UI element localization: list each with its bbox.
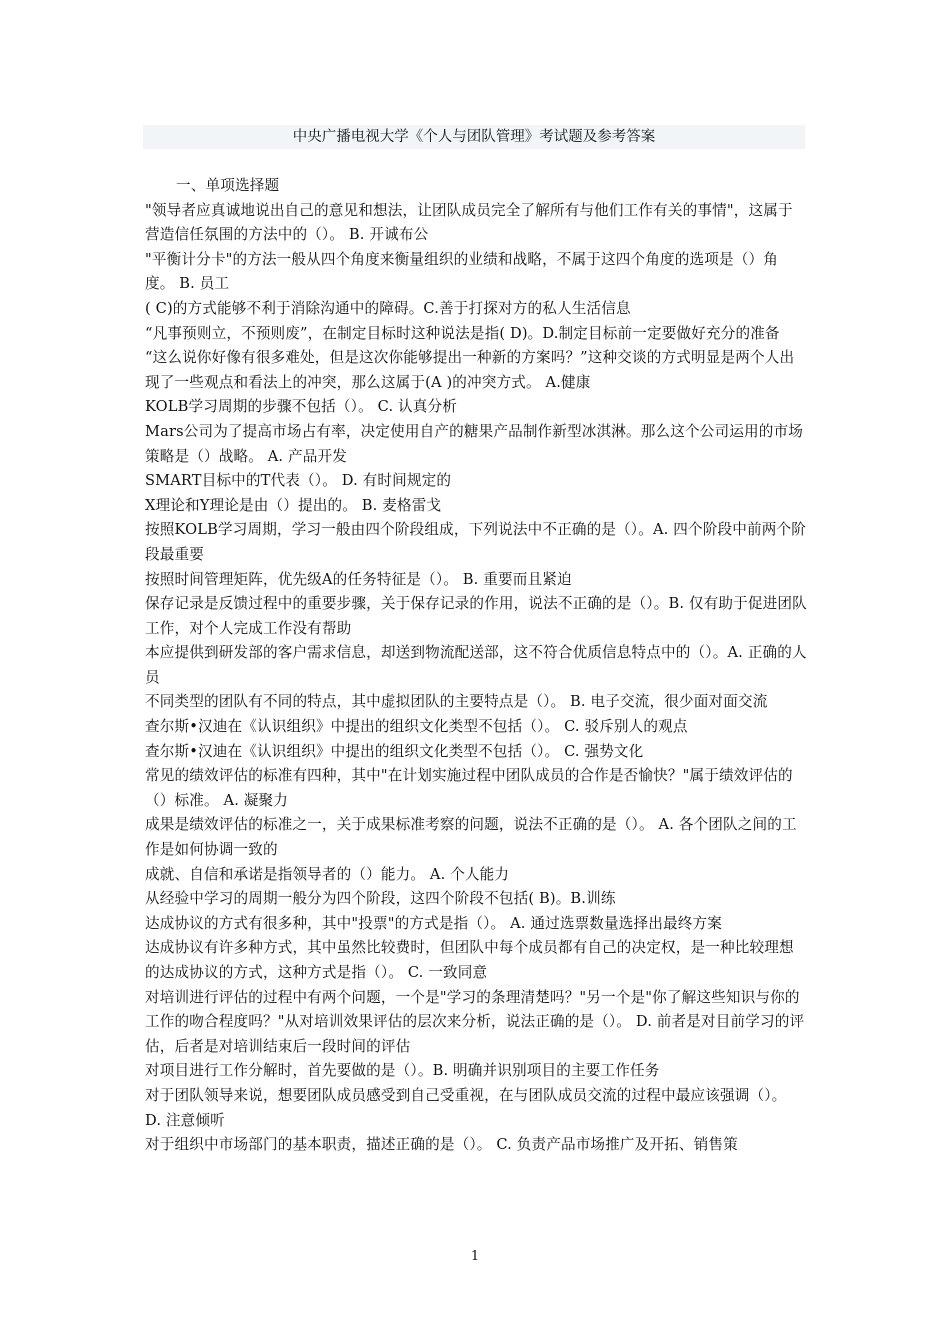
question-paragraph: 查尔斯•汉迪在《认识组织》中提出的组织文化类型不包括（）。 C. 强势文化 <box>145 742 644 760</box>
document-title: 中央广播电视大学《个人与团队管理》考试题及参考答案 <box>292 129 656 145</box>
question-paragraph: “这么说你好像有很多难处，但是这次你能够提出一种新的方案吗？”这种交谈的方式明显是两个人出现了一些观点和看法上的冲突，那么这属于(A )的冲突方式。 A.健康 <box>145 349 795 391</box>
question-paragraph: 成就、自信和承诺是指领导者的（）能力。 A. 个人能力 <box>145 865 510 883</box>
question-paragraph: Mars公司为了提高市场占有率，决定使用自产的糖果产品制作新型冰淇淋。那么这个公司运用的市场策略是（）战略。 A. 产品开发 <box>145 422 803 465</box>
question-paragraph: "平衡计分卡"的方法一般从四个角度来衡量组织的业绩和战略，不属于这四个角度的选项是（）角度。 B. 员工 <box>145 250 778 293</box>
question-paragraph: 保存记录是反馈过程中的重要步骤，关于保存记录的作用，说法不正确的是（）。B. 仅有助于促进团队工作，对个人完成工作没有帮助 <box>145 595 807 637</box>
question-paragraph: X理论和Y理论是由（）提出的。 B. 麦格雷戈 <box>145 496 442 514</box>
question-paragraph: 查尔斯•汉迪在《认识组织》中提出的组织文化类型不包括（）。 C. 驳斥别人的观点 <box>145 718 688 736</box>
question-paragraph: 对于组织中市场部门的基本职责，描述正确的是（）。 C. 负责产品市场推广及开拓、销售策 <box>145 1136 738 1154</box>
question-paragraph: 常见的绩效评估的标准有四种，其中"在计划实施过程中团队成员的合作是否愉快？"属于绩效评估的（）标准。 A. 凝聚力 <box>145 767 793 809</box>
document-body <box>145 174 807 1158</box>
question-paragraph: SMART目标中的T代表（）。 D. 有时间规定的 <box>145 472 452 490</box>
question-paragraph: KOLB学习周期的步骤不包括（）。 C. 认真分析 <box>145 398 457 416</box>
question-paragraph: 达成协议的方式有很多种，其中"投票"的方式是指（）。 A. 通过选票数量选择出最终方案 <box>145 914 723 932</box>
page-number: 1 <box>470 1249 480 1264</box>
question-paragraph: 从经验中学习的周期一般分为四个阶段，这四个阶段不包括( B)。B.训练 <box>145 890 616 908</box>
question-paragraph: 对项目进行工作分解时，首先要做的是（）。B. 明确并识别项目的主要工作任务 <box>145 1062 660 1080</box>
question-paragraph: 对于团队领导来说，想要团队成员感受到自己受重视，在与团队成员交流的过程中最应该强调（）。 D. 注意倾听 <box>145 1086 787 1129</box>
question-paragraph: 不同类型的团队有不同的特点，其中虚拟团队的主要特点是（）。 B. 电子交流，很少面对面交流 <box>145 693 768 711</box>
question-paragraph: 按照时间管理矩阵，优先级A的任务特征是（）。 B. 重要而且紧迫 <box>145 570 572 588</box>
question-paragraph: 达成协议有许多种方式，其中虽然比较费时，但团队中每个成员都有自己的决定权，是一种比较理想的达成协议的方式，这种方式是指（）。 C. 一致同意 <box>145 939 794 981</box>
question-paragraph: ( C)的方式能够不利于消除沟通中的障碍。C.善于打探对方的私人生活信息 <box>145 299 631 317</box>
question-paragraph: 对培训进行评估的过程中有两个问题，一个是"学习的条理清楚吗？"另一个是"你了解这些知识与你的工作的吻合程度吗？"从对培训效果评估的层次来分析，说法正确的是（）。 D. 前者是对目前学习的评估，后者是对培训结束后一段时间的评估 <box>145 988 805 1055</box>
question-paragraph: 本应提供到研发部的客户需求信息，却送到物流配送部，这不符合优质信息特点中的（）。A. 正确的人员 <box>145 644 807 686</box>
question-paragraph: 成果是绩效评估的标准之一，关于成果标准考察的问题，说法不正确的是（）。 A. 各个团队之间的工作是如何协调一致的 <box>145 816 797 859</box>
question-paragraph: “凡事预则立，不预则废”，在制定目标时这种说法是指( D)。D.制定目标前一定要做好充分的准备 <box>145 324 780 342</box>
section-heading: 一、单项选择题 <box>176 177 280 194</box>
question-paragraph: 按照KOLB学习周期，学习一般由四个阶段组成，下列说法中不正确的是（）。A. 四个阶段中前两个阶段最重要 <box>145 521 806 563</box>
question-paragraph: "领导者应真诚地说出自己的意见和想法，让团队成员完全了解所有与他们工作有关的事情"，这属于营造信任氛围的方法中的（）。 B. 开诚布公 <box>145 201 793 244</box>
